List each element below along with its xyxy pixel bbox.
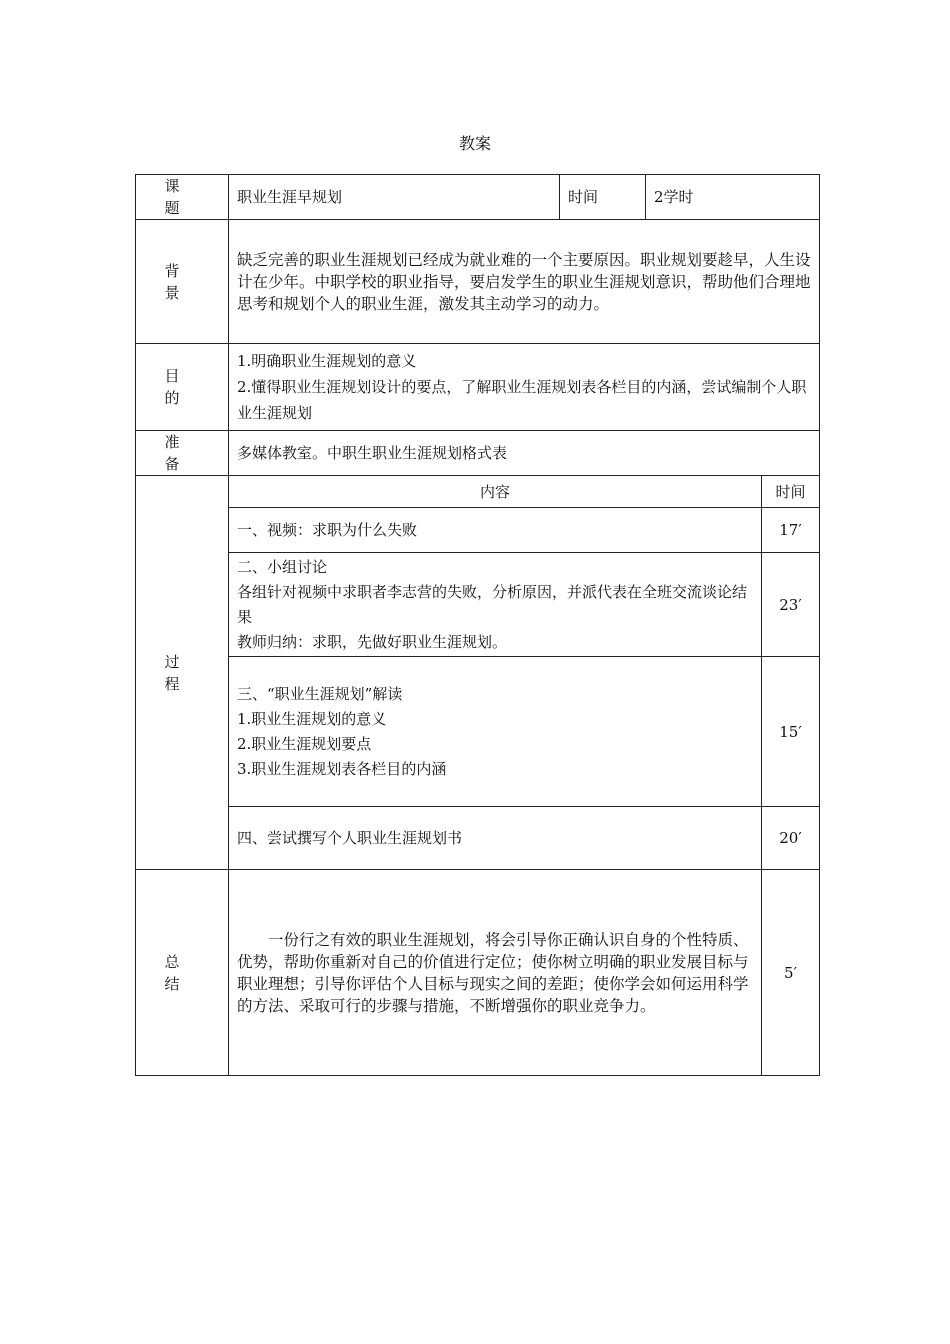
preparation-label: 准 备 bbox=[136, 431, 229, 476]
objective-label: 目 的 bbox=[136, 344, 229, 431]
process-step-time: 23′ bbox=[762, 553, 820, 657]
process-step-content bbox=[229, 657, 762, 807]
time-label: 时间 bbox=[560, 175, 646, 220]
objective-row bbox=[136, 344, 820, 431]
step-line: 三、“职业生涯规划”解读 bbox=[237, 684, 403, 703]
time-header: 时间 bbox=[762, 476, 820, 508]
content-header: 内容 bbox=[229, 476, 762, 508]
process-step-time: 17′ bbox=[762, 508, 820, 553]
objective-cell bbox=[229, 344, 820, 431]
step-line: 四、尝试撰写个人职业生涯规划书 bbox=[237, 829, 463, 847]
step-line: 各组针对视频中求职者李志营的失败，分析原因，并派代表在全班交流谈论结果 bbox=[237, 582, 748, 626]
preparation-text: 多媒体教室。中职生职业生涯规划格式表 bbox=[229, 431, 820, 476]
topic-label: 课 题 bbox=[136, 175, 229, 220]
process-step-row bbox=[136, 508, 820, 553]
process-header-row bbox=[136, 476, 820, 508]
summary-text: 一份行之有效的职业生涯规划，将会引导你正确认识自身的个性特质、优势，帮助你重新对自己的价值进行定位；使你树立明确的职业发展目标与职业理想；引导你评估个人目标与现实之间的差距；使你学会如何运用科学的方法、采取可行的步骤与措施，不断增强你的职业竞争力。 bbox=[229, 870, 762, 1076]
step-line: 2.职业生涯规划要点 bbox=[237, 734, 372, 753]
process-step-row bbox=[136, 807, 820, 870]
background-text: 缺乏完善的职业生涯规划已经成为就业难的一个主要原因。职业规划要趁早，人生设计在少年。中职学校的职业指导，要启发学生的职业生涯规划意识，帮助他们合理地思考和规划个人的职业生涯，激发其主动学习的动力。 bbox=[229, 220, 820, 344]
topic-row bbox=[136, 175, 820, 220]
topic-value: 职业生涯早规划 bbox=[229, 175, 560, 220]
process-label: 过 程 bbox=[136, 476, 229, 870]
objective-line: 2.懂得职业生涯规划设计的要点，了解职业生涯规划表各栏目的内涵，尝试编制个人职业生涯规划 bbox=[237, 378, 807, 422]
process-step-content bbox=[229, 508, 762, 553]
summary-row bbox=[136, 870, 820, 1076]
process-step-content bbox=[229, 553, 762, 657]
document-title: 教案 bbox=[458, 134, 491, 153]
background-row bbox=[136, 220, 820, 344]
time-value: 2学时 bbox=[646, 175, 820, 220]
step-line: 教师归纳：求职，先做好职业生涯规划。 bbox=[237, 632, 508, 651]
step-line: 一、视频：求职为什么失败 bbox=[237, 521, 418, 539]
objective-line: 1.明确职业生涯规划的意义 bbox=[237, 352, 417, 370]
background-label: 背 景 bbox=[136, 220, 229, 344]
lesson-plan-table bbox=[135, 174, 820, 1076]
process-step-row bbox=[136, 657, 820, 807]
summary-time: 5′ bbox=[762, 870, 820, 1076]
process-step-time: 15′ bbox=[762, 657, 820, 807]
process-step-row bbox=[136, 553, 820, 657]
step-line: 二、小组讨论 bbox=[237, 557, 328, 576]
step-line: 1.职业生涯规划的意义 bbox=[237, 709, 387, 728]
preparation-row bbox=[136, 431, 820, 476]
summary-label: 总 结 bbox=[136, 870, 229, 1076]
process-step-content bbox=[229, 807, 762, 870]
process-step-time: 20′ bbox=[762, 807, 820, 870]
step-line: 3.职业生涯规划表各栏目的内涵 bbox=[237, 759, 447, 778]
